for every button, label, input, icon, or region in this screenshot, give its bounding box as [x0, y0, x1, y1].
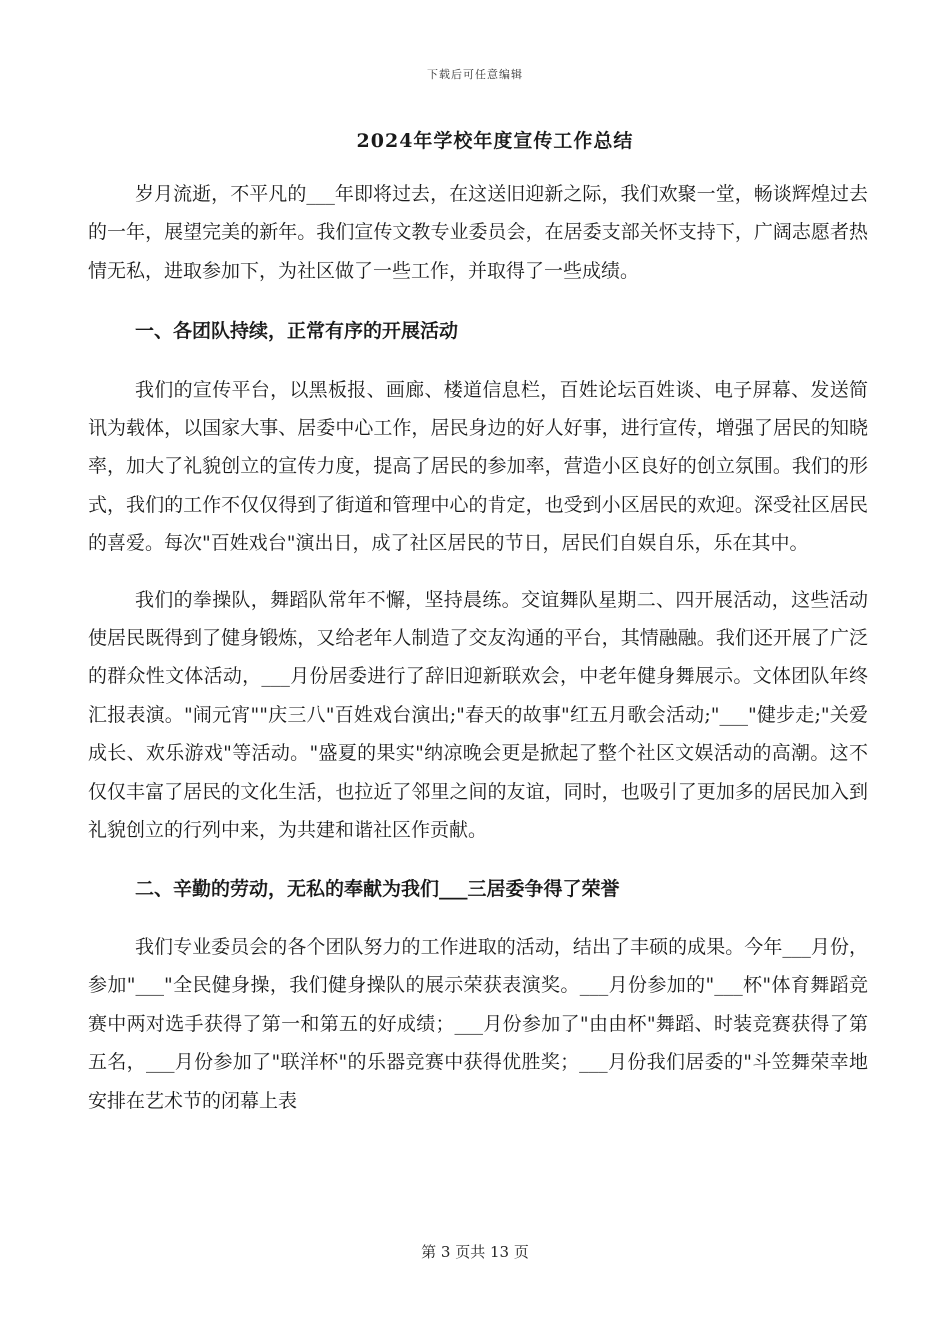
- document-title: 2024年学校年度宣传工作总结: [356, 130, 634, 152]
- section-2-heading: 二、辛勤的劳动，无私的奉献为我们___三居委争得了荣誉: [135, 877, 620, 900]
- intro-paragraph: 岁月流逝，不平凡的___年即将过去，在这送旧迎新之际，我们欢聚一堂，畅谈辉煌过去的一年，展望完美的新年。我们宣传文教专业委员会，在居委支部关怀支持下，广阔志愿者热情无私，进取参加下，为社区做了一些工作，并取得了一些成绩。: [88, 183, 868, 282]
- section-1-heading: 一、各团队持续，正常有序的开展活动: [135, 320, 459, 343]
- section-1-paragraph-1: 我们的宣传平台，以黑板报、画廊、楼道信息栏，百姓论坛百姓谈、电子屏幕、发送简讯为载体，以国家大事、居委中心工作，居民身边的好人好事，进行宣传，增强了居民的知晓率，加大了礼貌创立的宣传力度，提高了居民的参加率，营造小区良好的创立氛围。我们的形式，我们的工作不仅仅得到了街道和管理中心的肯定，也受到小区居民的欢迎。深受社区居民的喜爱。每次"百姓戏台"演出日，成了社区居民的节日，居民们自娱自乐，乐在其中。: [88, 378, 868, 555]
- section-1-paragraph-2: 我们的拳操队，舞蹈队常年不懈，坚持晨练。交谊舞队星期二、四开展活动，这些活动使居民既得到了健身锻炼，又给老年人制造了交友沟通的平台，其情融融。我们还开展了广泛的群众性文体活动，___月份居委进行了辞旧迎新联欢会，中老年健身舞展示。文体团队年终汇报表演。"闹元宵""庆三八"百姓戏台演出;"春天的故事"红五月歌会活动;"___"健步走;"关爱成长、欢乐游戏"等活动。"盛夏的果实"纳凉晚会更是掀起了整个社区文娱活动的高潮。这不仅仅丰富了居民的文化生活，也拉近了邻里之间的友谊，同时，也吸引了更加多的居民加入到礼貌创立的行列中来，为共建和谐社区作贡献。: [88, 588, 868, 842]
- header-note: 下载后可任意编辑: [427, 68, 523, 81]
- page-number-footer: 第 3 页共 13 页: [421, 1243, 529, 1261]
- section-2-paragraph-1: 我们专业委员会的各个团队努力的工作进取的活动，结出了丰硕的成果。今年___月份，参加"___"全民健身操，我们健身操队的展示荣获表演奖。___月份参加的"___杯"体育舞蹈竞赛中两对选手获得了第一和第五的好成绩；___月份参加了"由由杯"舞蹈、时装竞赛获得了第五名，___月份参加了"联洋杯"的乐器竞赛中获得优胜奖；___月份我们居委的"斗笠舞荣幸地安排在艺术节的闭幕上表: [88, 935, 868, 1112]
- document-body: [88, 175, 868, 1120]
